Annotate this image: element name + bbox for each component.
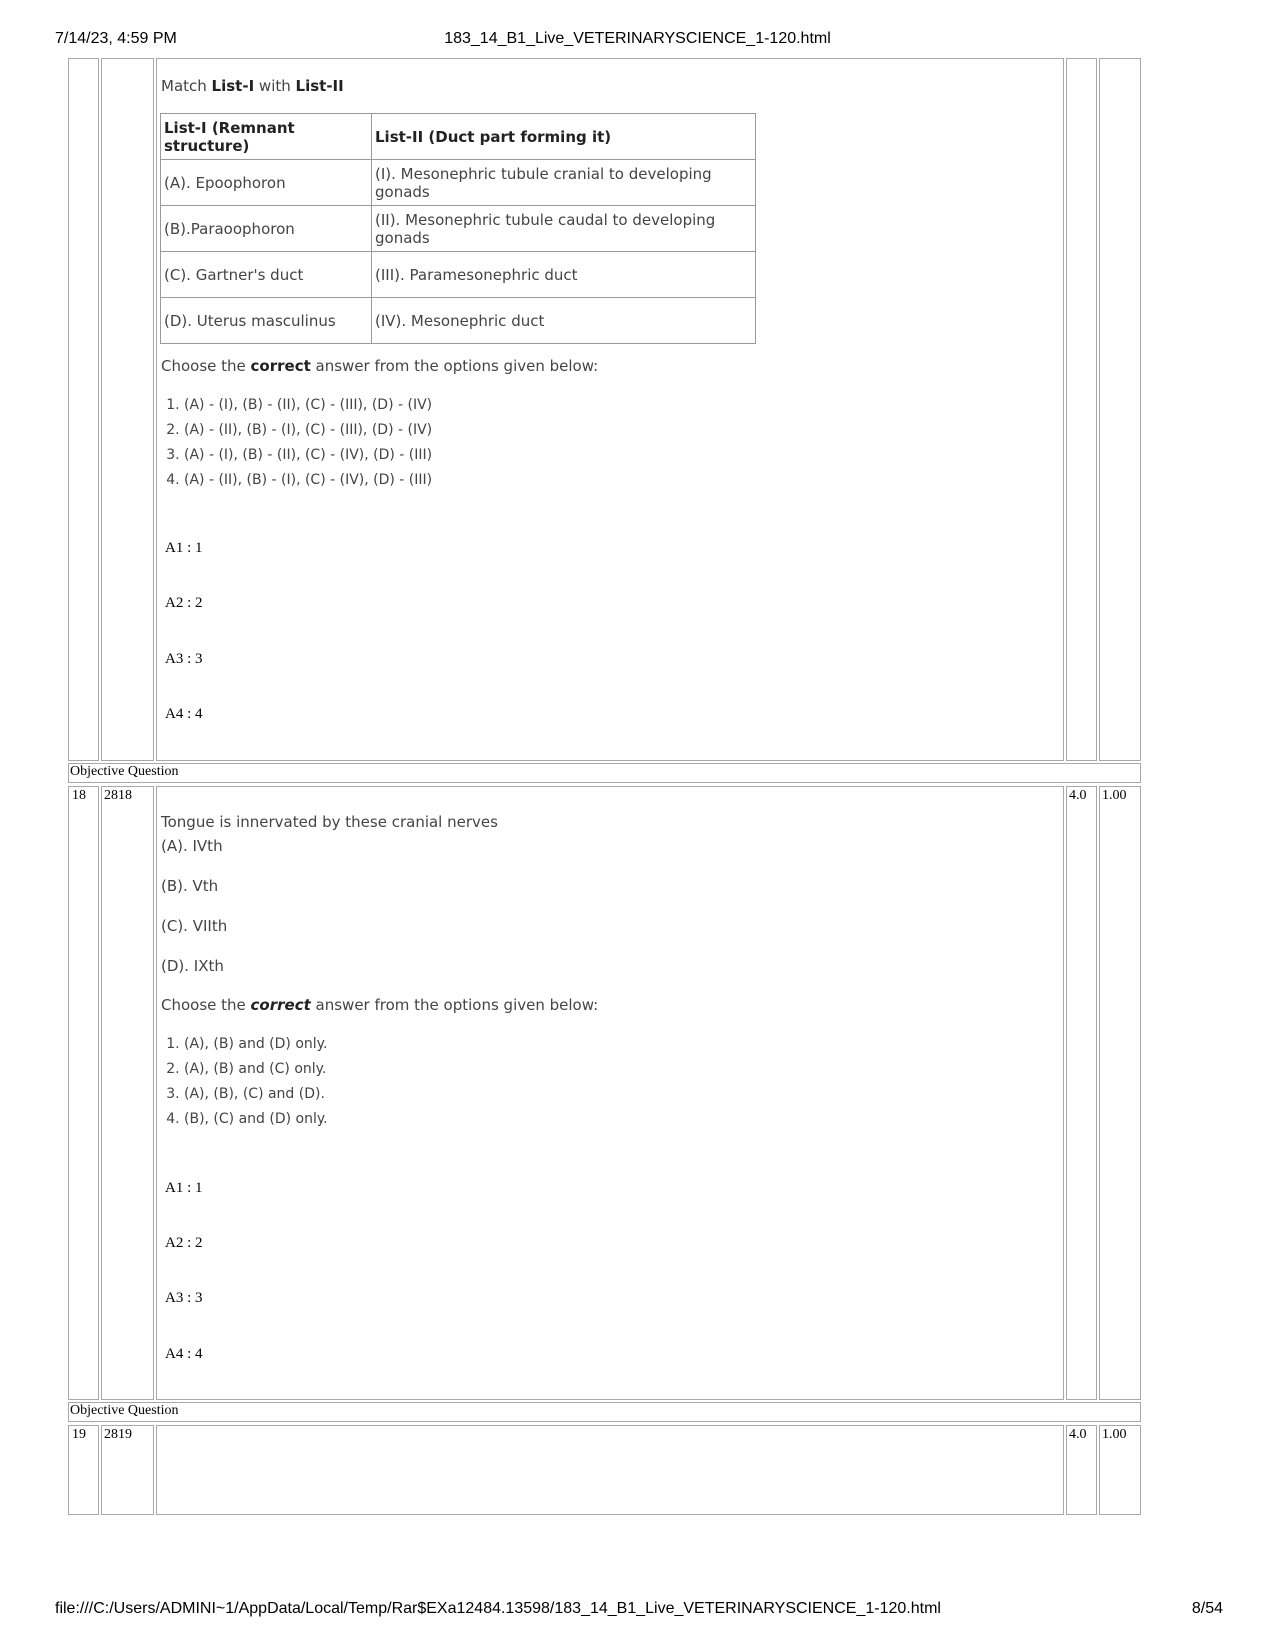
q17-options bbox=[140, 393, 432, 493]
option-item: 4. (B), (C) and (D) only. bbox=[184, 1107, 328, 1132]
q18-options bbox=[140, 1032, 328, 1132]
print-footer bbox=[0, 1600, 1275, 1620]
table-header-row bbox=[161, 114, 756, 160]
q18-answer-2: A2 : 2 bbox=[165, 1235, 203, 1251]
option-item: 3. (A), (B), (C) and (D). bbox=[184, 1082, 328, 1107]
option-item: 4. (A) - (II), (B) - (I), (C) - (IV), (D) - (III) bbox=[184, 468, 432, 493]
q19-body-cell bbox=[156, 1425, 1064, 1515]
section-label-cell bbox=[68, 763, 1141, 783]
document-title: 183_14_B1_Live_VETERINARYSCIENCE_1-120.html bbox=[444, 30, 831, 47]
option-item: 3. (A) - (I), (B) - (II), (C) - (IV), (D) - (III) bbox=[184, 443, 432, 468]
table-cell: (II). Mesonephric tubule caudal to developing gonads bbox=[372, 206, 756, 252]
table-cell: (I). Mesonephric tubule cranial to developing gonads bbox=[372, 160, 756, 206]
option-item: 1. (A), (B) and (D) only. bbox=[184, 1032, 328, 1057]
q17-neg-cell bbox=[1099, 58, 1141, 761]
table-row bbox=[161, 252, 756, 298]
q18-statement: (D). IXth bbox=[161, 957, 224, 975]
table-header-list2: List-II (Duct part forming it) bbox=[372, 114, 756, 160]
table-cell: (IV). Mesonephric duct bbox=[372, 298, 756, 344]
option-item: 1. (A) - (I), (B) - (II), (C) - (III), (D) - (IV) bbox=[184, 393, 432, 418]
question-serial: 18 bbox=[72, 788, 86, 803]
question-negative-marks: 1.00 bbox=[1102, 1427, 1127, 1442]
question-negative-marks: 1.00 bbox=[1102, 788, 1127, 803]
q18-statement: (C). VIIth bbox=[161, 917, 228, 935]
table-cell: (C). Gartner's duct bbox=[161, 252, 372, 298]
option-item: 2. (A), (B) and (C) only. bbox=[184, 1057, 328, 1082]
q17-intro: Match List-I with List-II bbox=[161, 77, 344, 95]
q18-neg-cell bbox=[1099, 786, 1141, 1400]
q17-sno-cell bbox=[68, 58, 99, 761]
q17-match-table-wrap bbox=[160, 113, 756, 344]
q18-answer-1: A1 : 1 bbox=[165, 1180, 203, 1196]
q18-statement: (B). Vth bbox=[161, 877, 219, 895]
table-row bbox=[161, 298, 756, 344]
q17-choose-instruction: Choose the correct answer from the options given below: bbox=[161, 357, 599, 375]
print-datetime: 7/14/23, 4:59 PM bbox=[55, 30, 177, 47]
q18-choose-instruction: Choose the correct answer from the options given below: bbox=[161, 996, 599, 1014]
section-label: Objective Question bbox=[70, 764, 179, 779]
q17-answer-4: A4 : 4 bbox=[165, 706, 203, 722]
table-cell: (III). Paramesonephric duct bbox=[372, 252, 756, 298]
question-marks: 4.0 bbox=[1069, 1427, 1087, 1442]
table-header-list1: List-I (Remnant structure) bbox=[161, 114, 372, 160]
q18-sno-cell bbox=[68, 786, 99, 1400]
q18-stem: Tongue is innervated by these cranial nerves bbox=[161, 813, 498, 831]
table-cell: (D). Uterus masculinus bbox=[161, 298, 372, 344]
section-label: Objective Question bbox=[70, 1403, 179, 1418]
q17-answer-3: A3 : 3 bbox=[165, 651, 203, 667]
table-row bbox=[161, 206, 756, 252]
q17-marks-cell bbox=[1066, 58, 1097, 761]
question-serial: 19 bbox=[72, 1427, 86, 1442]
question-id: 2818 bbox=[104, 788, 132, 803]
q17-answer-1: A1 : 1 bbox=[165, 540, 203, 556]
option-item: 2. (A) - (II), (B) - (I), (C) - (III), (D) - (IV) bbox=[184, 418, 432, 443]
section-label-cell bbox=[68, 1402, 1141, 1422]
table-row bbox=[161, 160, 756, 206]
table-cell: (B).Paraoophoron bbox=[161, 206, 372, 252]
q18-answer-4: A4 : 4 bbox=[165, 1346, 203, 1362]
match-table bbox=[160, 113, 756, 344]
question-marks: 4.0 bbox=[1069, 788, 1087, 803]
page-number: 8/54 bbox=[1191, 1600, 1223, 1617]
file-path: file:///C:/Users/ADMINI~1/AppData/Local/Temp/Rar$EXa12484.13598/183_14_B1_Live_VETERINARYSCIENCE_1-120.html bbox=[55, 1600, 941, 1617]
q17-answer-2: A2 : 2 bbox=[165, 595, 203, 611]
q18-marks-cell bbox=[1066, 786, 1097, 1400]
table-cell: (A). Epoophoron bbox=[161, 160, 372, 206]
print-header bbox=[0, 30, 1275, 50]
question-id: 2819 bbox=[104, 1427, 132, 1442]
q18-answer-3: A3 : 3 bbox=[165, 1290, 203, 1306]
q18-statement: (A). IVth bbox=[161, 837, 223, 855]
